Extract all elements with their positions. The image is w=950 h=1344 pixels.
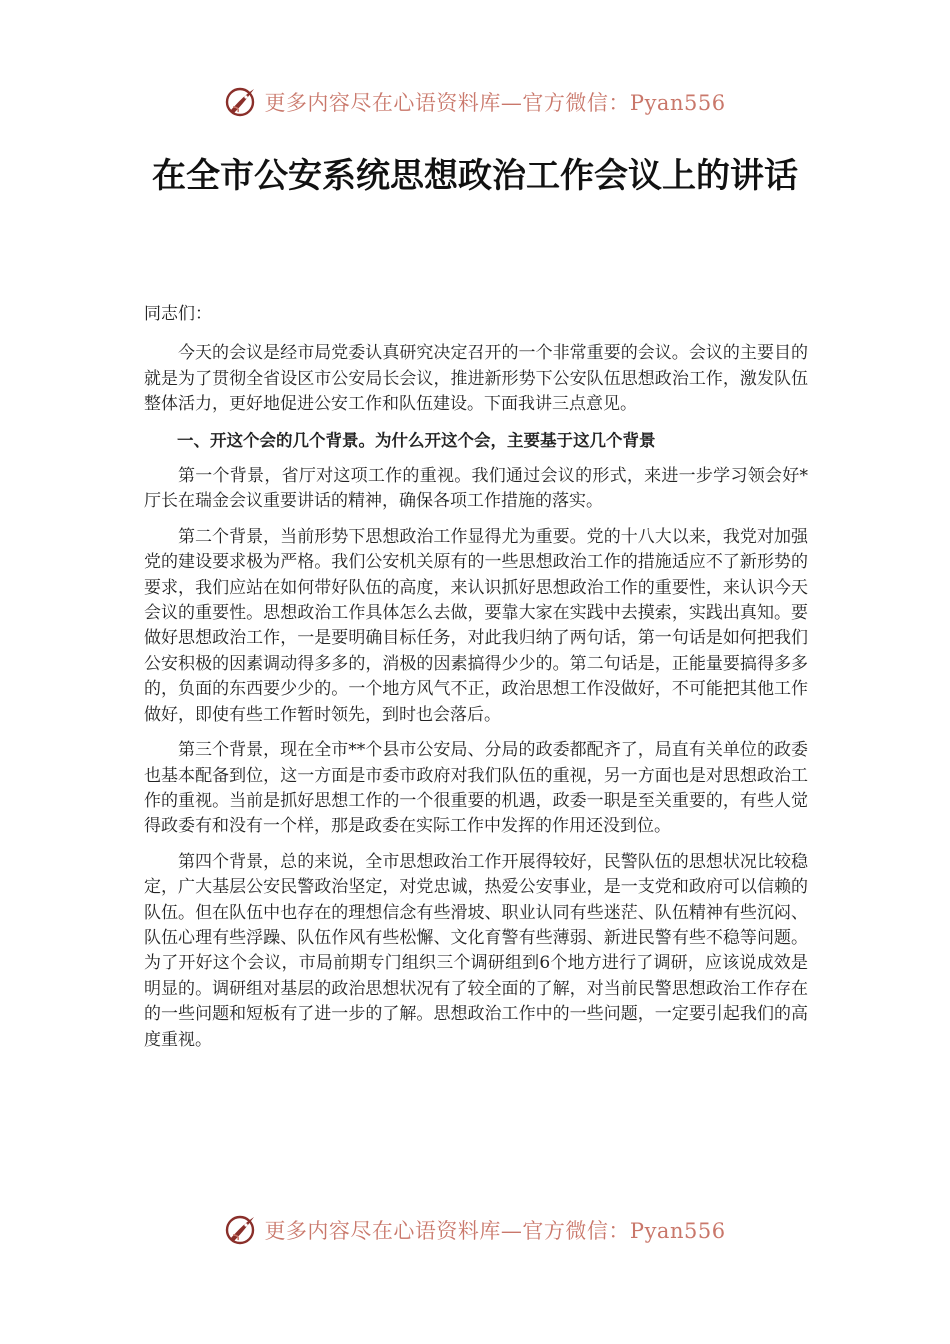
paragraph-background-4: 第四个背景，总的来说，全市思想政治工作开展得较好，民警队伍的思想状况比较稳定，广大基层公安民警政治坚定，对党忠诚，热爱公安事业，是一支党和政府可以信赖的队伍。但在队伍中也存在的理想信念有些滑坡、职业认同有些迷茫、队伍精神有些沉闷、队伍心理有些浮躁、队伍作风有些松懈、文化育警有些薄弱、新进民警有些不稳等问题。为了开好这个会议，市局前期专门组织三个调研组到6个地方进行了调研，应该说成效是明显的。调研组对基层的政治思想状况有了较全面的了解，对当前民警思想政治工作存在的一些问题和短板有了进一步的了解。思想政治工作中的一些问题，一定要引起我们的高度重视。	[144, 851, 808, 1050]
pen-nib-logo-icon	[224, 85, 258, 119]
header-banner-text: 更多内容尽在心语资料库—官方微信：Pyan556	[264, 91, 726, 115]
salutation: 同志们：	[144, 304, 212, 324]
footer-banner	[0, 1210, 950, 1250]
paragraph-background-2: 第二个背景，当前形势下思想政治工作显得尤为重要。党的十八大以来，我党对加强党的建设要求极为严格。我们公安机关原有的一些思想政治工作的措施适应不了新形势的要求，我们应站在如何带好队伍的高度，来认识抓好思想政治工作的重要性，来认识今天会议的重要性。思想政治工作具体怎么去做，要靠大家在实践中去摸索，实践出真知。要做好思想政治工作，一是要明确目标任务，对此我归纳了两句话，第一句话是如何把我们公安积极的因素调动得多多的，消极的因素搞得少少的。第二句话是，正能量要搞得多多的，负面的东西要少少的。一个地方风气不正，政治思想工作没做好，不可能把其他工作做好，即使有些工作暂时领先，到时也会落后。	[144, 526, 808, 725]
paragraph-background-3: 第三个背景，现在全市**个县市公安局、分局的政委都配齐了，局直有关单位的政委也基本配备到位，这一方面是市委市政府对我们队伍的重视，另一方面也是对思想政治工作的重视。当前是抓好思想工作的一个很重要的机遇，政委一职是至关重要的，有些人觉得政委有和没有一个样，那是政委在实际工作中发挥的作用还没到位。	[144, 740, 808, 837]
paragraph-background-1: 第一个背景，省厅对这项工作的重视。我们通过会议的形式，来进一步学习领会好*厅长在瑞金会议重要讲话的精神，确保各项工作措施的落实。	[144, 466, 808, 512]
paragraph-intro: 今天的会议是经市局党委认真研究决定召开的一个非常重要的会议。会议的主要目的就是为了贯彻全省设区市公安局长会议，推进新形势下公安队伍思想政治工作，激发队伍整体活力，更好地促进公安工作和队伍建设。下面我讲三点意见。	[144, 343, 808, 415]
header-banner	[0, 82, 950, 122]
document-title: 在全市公安系统思想政治工作会议上的讲话	[152, 156, 798, 196]
section-heading-1: 一、开这个会的几个背景。为什么开这个会，主要基于这几个背景	[177, 430, 656, 450]
document-body	[144, 302, 808, 1063]
pen-nib-logo-icon	[224, 1213, 258, 1247]
footer-banner-text: 更多内容尽在心语资料库—官方微信：Pyan556	[264, 1219, 726, 1243]
